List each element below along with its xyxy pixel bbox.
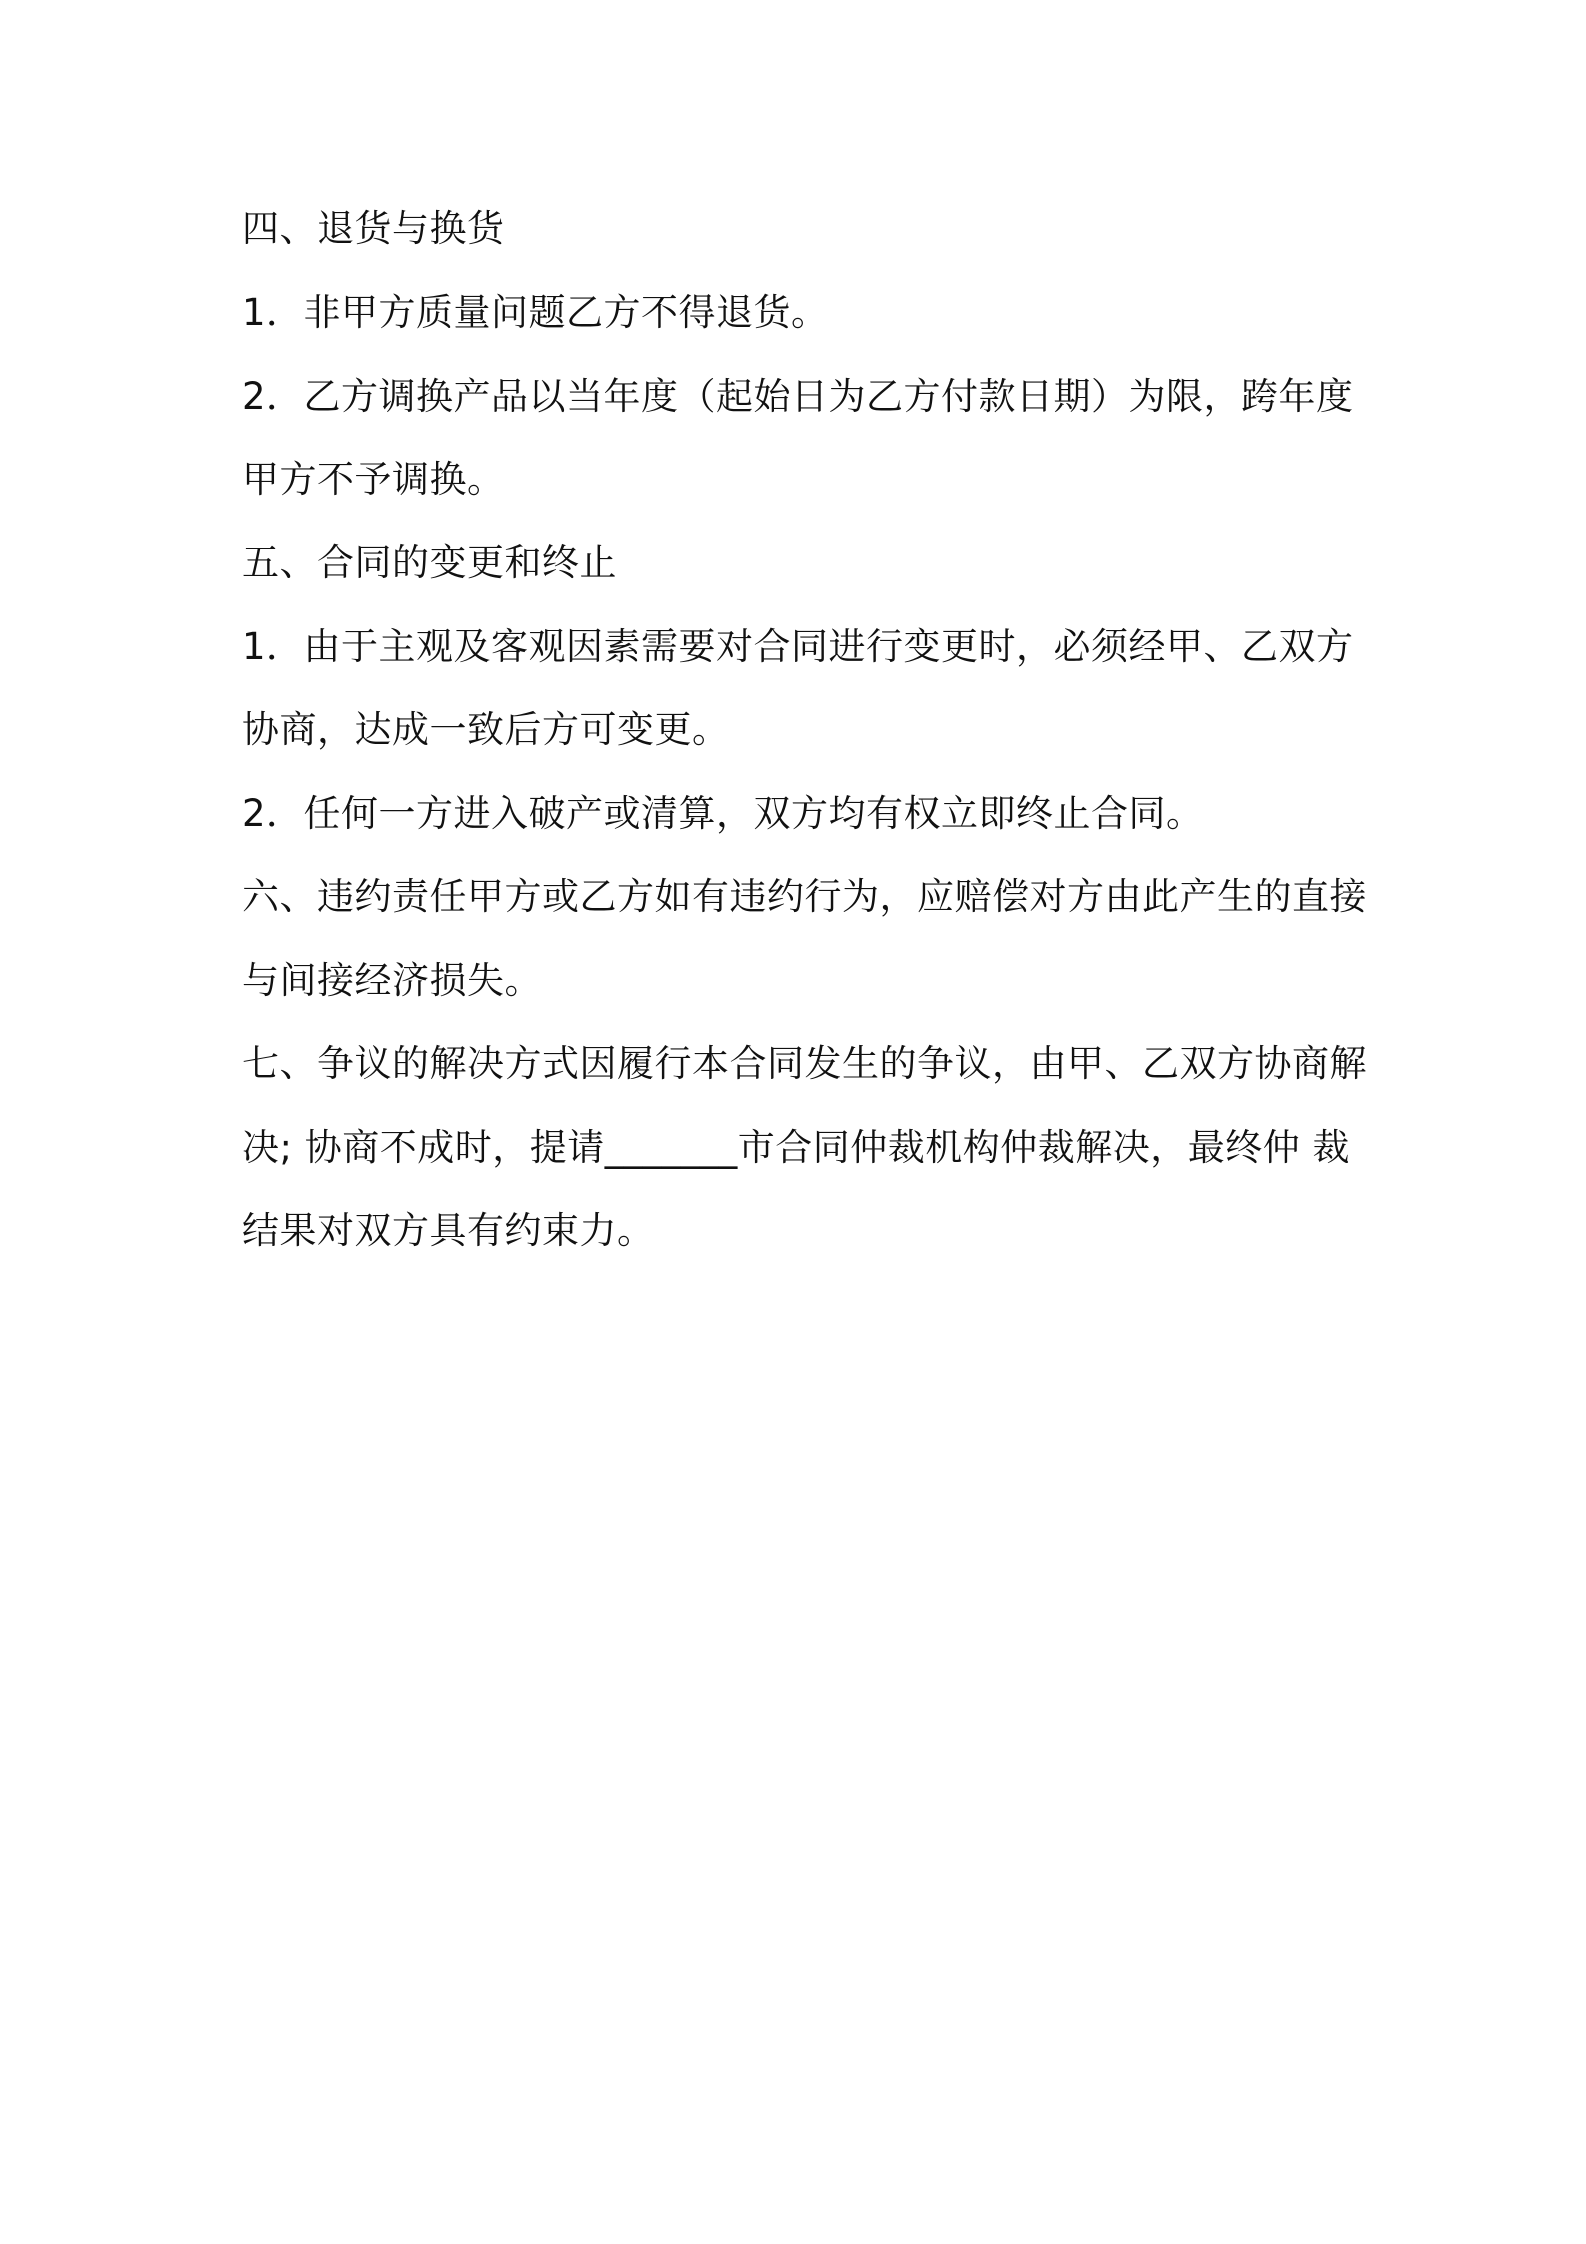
clause-change-1-line-2: 协商，达成一致后方可变更。 [242,708,730,751]
section-liability-line-1: 六、违约责任甲方或乙方如有违约行为，应赔偿对方由此产生的直接 [242,875,1367,918]
section-heading-change-terminate: 五、合同的变更和终止 [242,541,617,584]
section-dispute-line-1: 七、争议的解决方式因履行本合同发生的争议，由甲、乙双方协商解 [242,1042,1367,1085]
clause-returns-2-line-1: 2．乙方调换产品以当年度（起始日为乙方付款日期）为限，跨年度 [242,375,1354,418]
clause-change-1-line-1: 1．由于主观及客观因素需要对合同进行变更时，必须经甲、乙双方 [242,625,1354,668]
clause-returns-1: 1．非甲方质量问题乙方不得退货。 [242,291,829,334]
clause-returns-2-line-2: 甲方不予调换。 [242,458,505,501]
clause-change-2: 2．任何一方进入破产或清算，双方均有权立即终止合同。 [242,792,1204,835]
section-dispute-line-2: 决; 协商不成时，提请_______市合同仲裁机构仲裁解决，最终仲 裁 [242,1126,1350,1169]
section-dispute-line-3: 结果对双方具有约束力。 [242,1209,655,1252]
section-liability-line-2: 与间接经济损失。 [242,959,542,1002]
section-heading-returns: 四、退货与换货 [242,207,505,250]
